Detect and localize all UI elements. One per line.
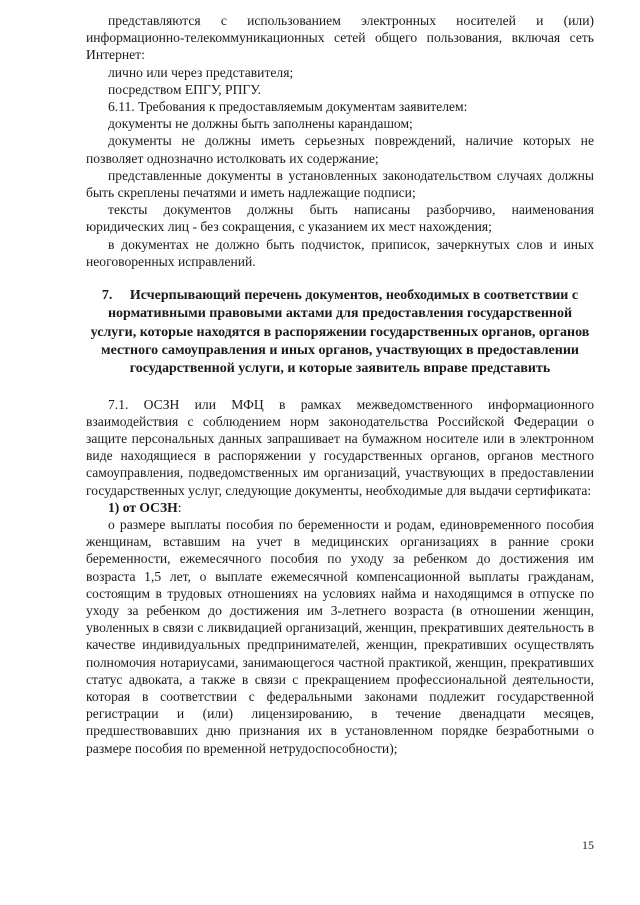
paragraph-intro: представляются с использованием электронных носителей и (или) информационно-телекоммуникационных сетей общего пользования, включая сеть Интернет: [86,13,594,63]
paragraph-no-corrections: в документах не должно быть подчисток, приписок, зачеркнутых слов и иных неоговоренных исправлений. [86,236,594,269]
subheading-tail: : [177,499,182,515]
paragraph-no-pencil: документы не должны быть заполнены карандашом; [108,116,413,132]
paragraph-7-1: 7.1. ОСЗН или МФЦ в рамках межведомственного информационного взаимодействия с соблюдением норм законодательства Российской Федерации о защите персональных данных запрашивает на бумажном носителе или в электронном виде находящиеся в распоряжении у государственных органов, органов местного самоуправления, подведомственных им организаций, участвующих в предоставлении государственных услуг, следующие документы, необходимые для выдачи сертификата: [86,396,594,498]
paragraph-seals: представленные документы в установленных законодательством случаях должны быть скреплены печатями и иметь надлежащие подписи; [86,167,594,201]
subheading-bold: 1) от ОСЗН [108,499,178,515]
paragraph-in-person: лично или через представителя; [108,64,294,80]
spacer [86,270,594,287]
section-title: Исчерпывающий перечень документов, необходимых в соответствии с нормативными правовыми актами для предоставления государственной услуги, которые находятся в распоряжении государственных органов, органов местного самоуправления и иных органов, участвующих в предоставлении государственной услуги, и которые заявитель вправе представить [90,288,590,377]
paragraph-6-11: 6.11. Требования к предоставляемым документам заявителем: [108,99,468,115]
document-page [86,12,594,757]
spacer [86,379,594,396]
section-heading [86,287,594,378]
paragraph-no-damage: документы не должны иметь серьезных повреждений, наличие которых не позволяет однозначно истолковать их содержание; [86,133,594,166]
section-number: 7. [101,288,113,304]
page-number: 15 [582,838,594,852]
subheading-from-oszn [86,499,594,516]
paragraph-legible: тексты документов должны быть написаны разборчиво, наименования юридических лиц - без сокращения, с указанием их мест нахождения; [86,202,594,235]
paragraph-benefits: о размере выплаты пособия по беременности и родам, единовременного пособия женщинам, вставшим на учет в медицинских организациях в ранние сроки беременности, ежемесячного пособия по уходу за ребенком до достижения им возраста 1,5 лет, о выплате ежемесячной компенсационной выплаты гражданам, состоящим в трудовых отношениях на условиях найма и находящимся в отпуске по уходу за ребенком до достижения им 3-летнего возраста (в отношении женщин, уволенных в связи с ликвидацией организаций, женщин, прекративших деятельность в качестве индивидуальных предпринимателей, женщин, прекративших осуществлять полномочия нотариусами, занимающегося частной практикой, женщин, прекративших статус адвоката, а также в связи с прекращением профессиональной деятельности, которая в соответствии с федеральными законами подлежит государственной регистрации и (или) лицензированию, в течение двенадцати месяцев, предшествовавших дню признания их в установленном порядке безработными о размере пособия по временной нетрудоспособности); [86,516,594,756]
paragraph-epgu: посредством ЕПГУ, РПГУ. [108,81,262,97]
